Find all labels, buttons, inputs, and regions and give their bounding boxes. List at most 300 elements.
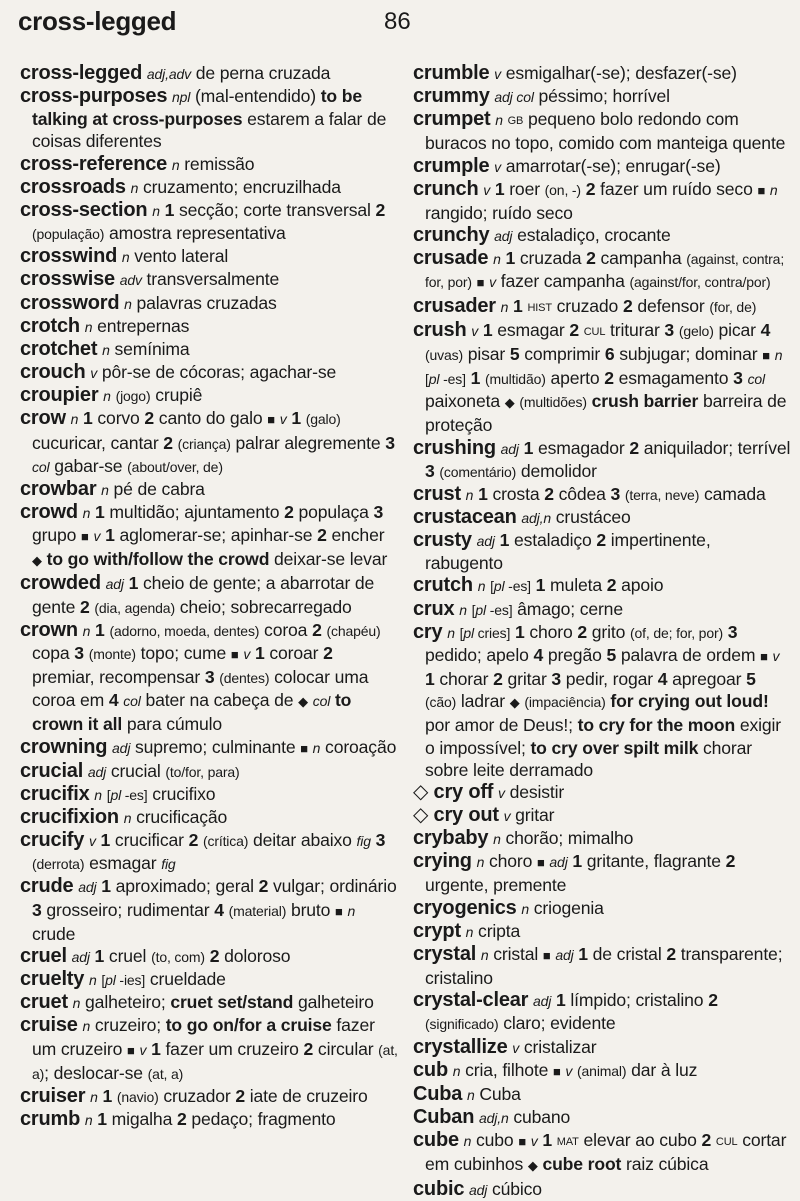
definition-text: semínima <box>109 338 190 359</box>
headword: crotch <box>20 314 80 337</box>
headword: crunchy <box>413 224 490 247</box>
separator-symbol: ◆ <box>527 1158 538 1174</box>
dictionary-entry <box>20 736 398 760</box>
dictionary-entry <box>413 920 791 943</box>
definition-text: grosseiro; rudimentar <box>41 899 215 920</box>
context-note: -es] <box>121 786 148 803</box>
headword: crushing <box>413 436 496 459</box>
definition-text: aniquilador; terrível <box>639 437 791 458</box>
grammar-label: n <box>171 156 180 173</box>
bold-phrase: 1 <box>102 1085 113 1106</box>
grammar-label: v <box>494 158 502 175</box>
bold-phrase: 3 <box>733 368 743 389</box>
bold-phrase: 3 <box>74 642 84 663</box>
bold-phrase: to be talking at cross-purposes <box>32 86 362 130</box>
bold-phrase: 4 <box>760 319 771 340</box>
definition-text: pequeno bolo redondo com buracos no topo, comido com manteiga quente <box>425 109 786 154</box>
dictionary-entry <box>413 897 791 920</box>
headword: crystal-clear <box>413 989 529 1012</box>
headword: Cuba <box>413 1082 463 1105</box>
dictionary-entry <box>20 783 398 806</box>
bold-phrase: 1 <box>535 575 546 596</box>
grammar-label: n <box>447 624 455 641</box>
separator-symbol: ■ <box>552 1063 561 1079</box>
headword: cross-purposes <box>20 85 168 108</box>
dictionary-entry <box>20 619 398 736</box>
context-note: (significado) <box>425 1016 499 1033</box>
grammar-label: n <box>476 854 485 871</box>
definition-text: multidão; ajuntamento <box>104 501 285 522</box>
headword: cubic <box>413 1177 465 1200</box>
usage-label: pl <box>110 786 122 803</box>
context-note: cries] <box>473 624 511 641</box>
headword: crusader <box>413 294 496 317</box>
definition-text: elevar ao cubo <box>578 1130 702 1151</box>
definition-text: cheio; sobrecarregado <box>174 596 352 617</box>
bold-phrase: cube root <box>542 1154 622 1175</box>
bold-phrase: 5 <box>606 644 617 665</box>
dictionary-entry <box>20 153 398 176</box>
definition-text: galheteiro; <box>80 992 171 1013</box>
grammar-label: n <box>465 486 474 503</box>
context-note: (gelo) <box>678 322 714 339</box>
definition-text: campanha <box>595 248 687 269</box>
bold-phrase: 1 <box>94 945 105 966</box>
bold-phrase: 2 <box>629 437 640 458</box>
separator-symbol: ■ <box>267 412 275 428</box>
dictionary-entry <box>20 968 398 991</box>
definition-text: picar <box>713 319 761 340</box>
separator-symbol: ■ <box>300 740 308 756</box>
dictionary-entry <box>20 806 398 829</box>
definition-text: cripta <box>473 920 521 941</box>
grammar-label: n <box>466 1086 475 1103</box>
headword: crowded <box>20 572 101 595</box>
definition-text: cruzeiro; <box>90 1015 166 1036</box>
definition-text: demolidor <box>516 460 597 481</box>
usage-label: fig <box>356 833 371 850</box>
context-note: (to/for, para) <box>165 763 240 780</box>
headword: crude <box>20 875 74 898</box>
bold-phrase: 2 <box>284 501 294 522</box>
grammar-label: v <box>512 1039 520 1056</box>
context-note: (galo) <box>305 411 341 428</box>
definition-text: amarrotar(-se); enrugar(-se) <box>501 155 721 176</box>
grammar-label: adj <box>469 1181 488 1198</box>
context-note: (on, -) <box>544 181 581 198</box>
definition-text: copa <box>32 642 75 663</box>
grammar-label: n <box>774 346 783 363</box>
headword: crucify <box>20 829 85 852</box>
context-note: (terra, neve) <box>624 486 700 503</box>
definition-text: choro <box>484 851 537 872</box>
grammar-label: n <box>82 1018 91 1035</box>
context-note: (cão) <box>425 694 457 711</box>
separator-symbol: ■ <box>518 1134 527 1150</box>
grammar-label: v <box>498 784 505 801</box>
bold-phrase: 2 <box>725 851 736 872</box>
headword: cube <box>413 1129 459 1152</box>
bold-phrase: 5 <box>509 343 520 364</box>
dictionary-entry <box>413 781 791 804</box>
grammar-label: n <box>88 972 97 989</box>
bold-phrase: 3 <box>425 460 435 481</box>
bold-phrase: 2 <box>586 248 596 269</box>
headword: Cuban <box>413 1106 475 1129</box>
definition-text: apregoar <box>667 669 747 690</box>
bold-phrase: 1 <box>572 851 583 872</box>
dictionary-entry <box>20 945 398 968</box>
usage-label: col <box>747 371 766 388</box>
dictionary-entry <box>20 338 398 361</box>
grammar-label: n <box>84 318 93 335</box>
grammar-label: adj <box>87 763 107 780</box>
domain-label: HIST <box>527 301 552 314</box>
definition-text: transversalmente <box>141 269 280 290</box>
context-note: (against, contra; for, por) <box>425 251 785 291</box>
definition-text: crucificar <box>110 830 189 851</box>
bold-phrase: for crying out loud! <box>610 691 769 712</box>
definition-text: cria, filhote <box>460 1059 553 1080</box>
definition-text: cubo <box>471 1130 519 1151</box>
bold-phrase: 1 <box>514 621 525 642</box>
bold-phrase: to cry for the moon <box>577 715 736 736</box>
bold-phrase: 1 <box>425 669 435 690</box>
bold-phrase: 5 <box>746 669 756 690</box>
bold-phrase: 2 <box>209 945 220 966</box>
separator-symbol: ■ <box>757 182 766 198</box>
grammar-label: n <box>121 249 130 266</box>
dictionary-entry <box>20 199 398 245</box>
definition-text: cristal <box>488 943 543 964</box>
grammar-label: n <box>477 578 486 595</box>
context-note: [ <box>101 972 106 989</box>
right-column <box>413 62 791 1201</box>
grammar-label: v <box>88 833 96 850</box>
headword: cry <box>413 620 443 643</box>
context-note: (against/for, contra/por) <box>629 274 771 291</box>
headword: crossroads <box>20 175 126 198</box>
context-note: (uvas) <box>425 346 463 363</box>
headword: croupier <box>20 384 99 407</box>
headword: cruiser <box>20 1084 86 1107</box>
definition-text: âmago; cerne <box>512 598 623 619</box>
headword: crunch <box>413 177 479 200</box>
definition-text: (mal-entendido) <box>190 86 321 107</box>
headword: cross-reference <box>20 152 168 175</box>
usage-label: pl <box>493 578 505 595</box>
dictionary-entry <box>20 85 398 152</box>
definition-text: cristalizar <box>519 1036 597 1057</box>
headword: crosswind <box>20 245 118 268</box>
bold-phrase: 2 <box>544 483 554 504</box>
definition-text: topo; cume <box>135 642 231 663</box>
context-note: (about/over, de) <box>127 458 223 475</box>
grammar-label: n <box>769 181 778 198</box>
headword: crowbar <box>20 477 97 500</box>
bold-phrase: 2 <box>188 830 199 851</box>
definition-text: esmigalhar(-se); desfazer(-se) <box>501 63 737 83</box>
dictionary-entry <box>413 1036 791 1059</box>
headword: crumple <box>413 154 490 177</box>
definition-text: esmagar <box>84 853 162 874</box>
definition-text: entrepernas <box>92 315 190 336</box>
grammar-label: n <box>123 810 132 826</box>
bold-phrase: 3 <box>610 483 621 504</box>
grammar-label: n <box>495 112 503 129</box>
separator-symbol: ■ <box>230 646 239 662</box>
definition-text: subjugar; dominar <box>614 343 763 364</box>
bold-phrase: crush barrier <box>591 391 699 412</box>
headword: crossword <box>20 291 120 314</box>
context-note: (adorno, moeda, dentes) <box>109 622 260 639</box>
definition-text: chorar sobre leite derramado <box>425 737 752 780</box>
bold-phrase: to go on/for a cruise <box>165 1015 332 1036</box>
definition-text: cruel <box>104 945 152 966</box>
definition-text: gritar <box>510 805 555 825</box>
definition-text: rangido; ruído seco <box>425 202 573 223</box>
context-note: (to, com) <box>151 948 205 965</box>
grammar-label: n <box>452 1062 461 1079</box>
definition-text: iate de cruzeiro <box>244 1085 368 1106</box>
bold-phrase: 2 <box>585 178 596 199</box>
grammar-label: n <box>94 786 102 803</box>
grammar-label: n <box>130 179 139 196</box>
bold-phrase: 2 <box>493 669 503 690</box>
context-note: (at, a) <box>147 1065 184 1082</box>
grammar-label: adj,adv <box>146 66 191 82</box>
grammar-label: adj col <box>494 89 534 106</box>
grammar-label: n <box>72 995 81 1012</box>
grammar-label: n <box>124 295 132 312</box>
usage-label: pl <box>428 371 440 388</box>
headword: crystal <box>413 942 477 965</box>
bold-phrase: 2 <box>606 575 617 596</box>
definition-text: esmagamento <box>613 368 734 389</box>
bold-phrase: 2 <box>176 1109 187 1130</box>
separator-symbol: ■ <box>335 903 343 919</box>
definition-text: crucificação <box>131 807 228 827</box>
separator-symbol: ◆ <box>509 695 520 711</box>
dictionary-entry <box>20 315 398 338</box>
context-note: (monte) <box>88 645 136 662</box>
definition-text: cruzada <box>515 248 587 269</box>
definition-text: ladrar <box>456 691 510 712</box>
definition-text: encher <box>326 525 385 546</box>
headword: crummy <box>413 85 490 108</box>
headword: crystallize <box>413 1035 508 1058</box>
headword: cryogenics <box>413 896 517 919</box>
headword: crux <box>413 597 455 620</box>
definition-text: crustáceo <box>550 506 631 527</box>
headword: crypt <box>413 919 461 942</box>
dictionary-entry <box>413 483 791 506</box>
domain-label: CUL <box>583 325 606 338</box>
definition-text: muleta <box>545 575 607 596</box>
bold-phrase: 1 <box>100 830 111 851</box>
grammar-label: v <box>483 181 491 198</box>
bold-phrase: 3 <box>664 319 675 340</box>
bold-phrase: cruet set/stand <box>170 992 294 1013</box>
headword: crusade <box>413 247 489 270</box>
separator-symbol: ◆ <box>298 694 309 710</box>
grammar-label: adj <box>555 946 574 963</box>
bold-phrase: 3 <box>385 432 395 453</box>
bold-phrase: 1 <box>478 483 488 504</box>
grammar-label: n <box>347 902 356 919</box>
bold-phrase: 2 <box>708 990 718 1011</box>
context-note: (criança) <box>177 435 231 452</box>
grammar-label: n <box>90 1088 98 1105</box>
definition-text: criogenia <box>529 897 604 918</box>
headword: cruel <box>20 944 67 967</box>
bold-phrase: 1 <box>470 368 481 389</box>
definition-text: pedir, rogar <box>561 669 658 690</box>
dictionary-entry <box>413 1059 791 1083</box>
bold-phrase: 1 <box>128 573 139 594</box>
definition-text: urgente, premente <box>425 875 567 896</box>
dictionary-entry <box>20 760 398 783</box>
bold-phrase: 1 <box>95 501 105 522</box>
page-number: 86 <box>384 8 411 35</box>
dictionary-entry <box>413 178 791 224</box>
grammar-label: n <box>103 388 111 405</box>
dictionary-entry <box>413 827 791 850</box>
bold-phrase: 2 <box>569 319 579 340</box>
dictionary-entry <box>413 108 791 154</box>
dictionary-entry <box>413 437 791 483</box>
context-note: (multidões) <box>519 394 587 411</box>
definition-text: desistir <box>504 781 565 802</box>
bold-phrase: 4 <box>108 690 119 711</box>
dictionary-entry <box>413 989 791 1035</box>
bold-phrase: 3 <box>204 667 215 688</box>
headword: crow <box>20 407 66 430</box>
grammar-label: v <box>772 647 780 664</box>
bold-phrase: 4 <box>214 899 224 920</box>
bold-phrase: 3 <box>727 621 738 642</box>
definition-text: palavra de ordem <box>616 644 761 665</box>
dictionary-entry <box>20 829 398 875</box>
definition-text: defensor <box>632 295 710 316</box>
definition-text: corvo <box>92 408 145 429</box>
running-head: cross-legged <box>18 6 177 36</box>
bold-phrase: 4 <box>657 669 668 690</box>
bold-phrase: 1 <box>505 248 516 269</box>
dictionary-entry <box>20 501 398 572</box>
dictionary-entry <box>413 850 791 896</box>
definition-text: estaladiço, crocante <box>512 225 671 246</box>
dictionary-entry <box>413 1083 791 1106</box>
headword: crucial <box>20 759 84 782</box>
bold-phrase: 1 <box>578 943 588 964</box>
definition-text: exigir o impossível; <box>425 715 781 758</box>
grammar-label: adv <box>119 272 142 289</box>
headword: crotchet <box>20 337 98 360</box>
grammar-label: adj <box>112 739 131 756</box>
dictionary-entry <box>20 1085 398 1108</box>
dictionary-entry <box>20 361 398 384</box>
bold-phrase: 1 <box>482 319 493 340</box>
definition-text: fazer um cruzeiro <box>160 1038 304 1059</box>
context-note: (população) <box>32 226 105 243</box>
definition-text: crosta <box>487 483 545 504</box>
usage-label: col <box>123 693 141 710</box>
dictionary-entry <box>20 176 398 199</box>
dictionary-entry <box>413 804 791 827</box>
definition-text: crucial <box>106 760 166 781</box>
grammar-label: n <box>152 202 160 219</box>
separator-symbol: ■ <box>762 347 770 363</box>
definition-text: crupiê <box>150 385 203 406</box>
definition-text: por amor de Deus!; <box>425 715 578 736</box>
definition-text: comprimir <box>519 343 605 364</box>
grammar-label: n <box>102 341 110 358</box>
definition-text: palavras cruzadas <box>131 292 277 313</box>
grammar-label: adj <box>476 533 495 550</box>
headword: crybaby <box>413 827 489 850</box>
bold-phrase: 2 <box>604 368 614 389</box>
definition-text: cortar em cubinhos <box>425 1130 787 1175</box>
definition-text: dar à luz <box>626 1059 698 1080</box>
grammar-label: n <box>493 251 501 268</box>
headword: crustacean <box>413 505 517 528</box>
context-note: (comentário) <box>439 463 517 480</box>
headword: cross-legged <box>20 62 143 84</box>
usage-label: pl <box>463 624 474 641</box>
context-note: (chapéu) <box>326 622 381 639</box>
grammar-label: adj <box>71 948 90 965</box>
bold-phrase: 1 <box>95 619 105 640</box>
definition-text: deixar-se levar <box>269 549 388 570</box>
definition-text: fazer campanha <box>495 271 630 292</box>
dictionary-entry <box>413 506 791 529</box>
bold-phrase: 6 <box>604 343 615 364</box>
separator-symbol: ■ <box>476 275 485 291</box>
headword: crumb <box>20 1108 81 1131</box>
bold-phrase: 2 <box>80 596 90 617</box>
context-note: [ <box>490 578 494 595</box>
definition-text: triturar <box>605 319 665 340</box>
headword: ◇ cry out <box>413 804 499 826</box>
definition-text: cucuricar, cantar <box>32 432 164 453</box>
definition-text: barreira de proteção <box>425 391 787 436</box>
definition-text: aglomerar-se; apinhar-se <box>114 525 318 546</box>
context-note: (of, de; for, por) <box>629 624 723 641</box>
context-note: (navio) <box>116 1088 159 1105</box>
dictionary-entry <box>20 991 398 1014</box>
separator-symbol: ■ <box>542 947 551 963</box>
dictionary-entry <box>20 245 398 268</box>
dictionary-entry <box>413 155 791 178</box>
context-note: (dia, agenda) <box>94 599 175 616</box>
definition-text: vulgar; ordinário <box>268 876 397 897</box>
definition-text: fazer um ruído seco <box>595 178 758 199</box>
headword: crumble <box>413 62 490 84</box>
definition-text: canto do galo <box>154 408 268 429</box>
context-note: [ <box>106 786 111 803</box>
definition-text: roer <box>504 178 545 199</box>
dictionary-entry <box>20 292 398 315</box>
headword: crucifix <box>20 782 90 805</box>
bold-phrase: 1 <box>291 408 301 429</box>
grammar-label: adj <box>500 440 519 457</box>
grammar-label: v <box>90 365 98 382</box>
headword: crowd <box>20 500 78 523</box>
definition-text: doloroso <box>219 945 291 966</box>
dictionary-entry <box>413 598 791 621</box>
bold-phrase: 2 <box>144 408 155 429</box>
